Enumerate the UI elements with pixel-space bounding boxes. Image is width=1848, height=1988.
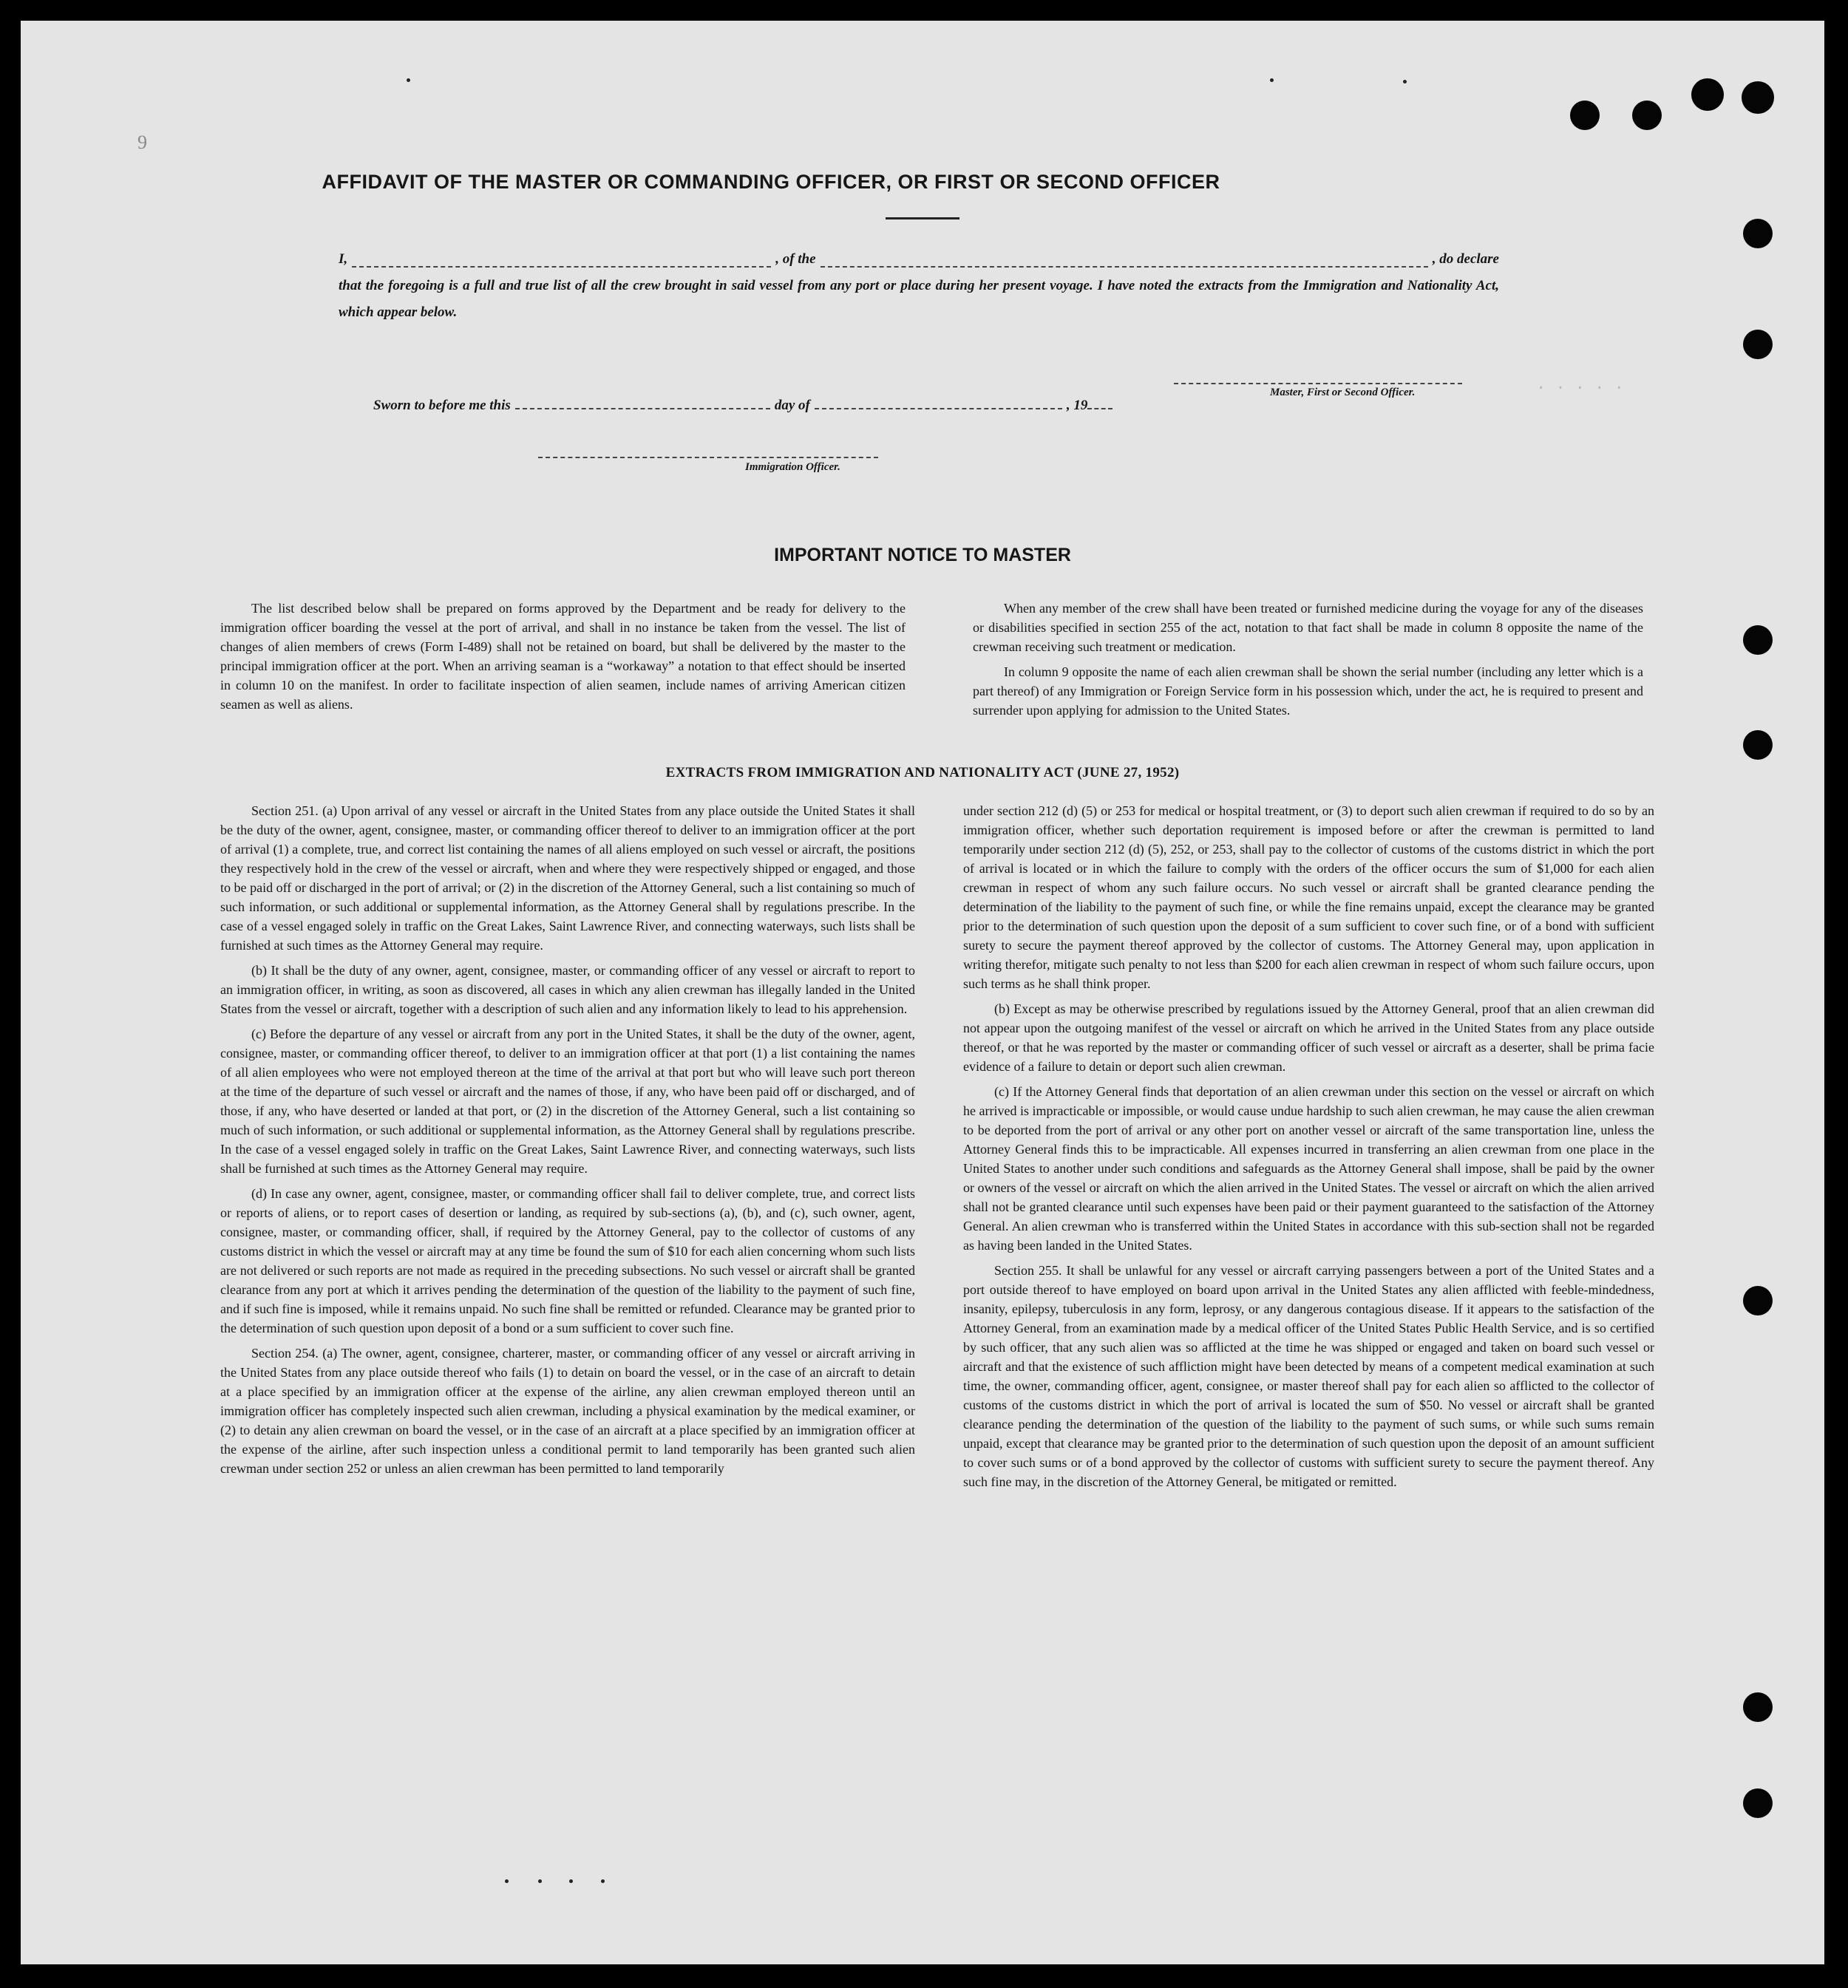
notice-title: IMPORTANT NOTICE TO MASTER — [774, 545, 1071, 565]
section-251c: (c) Before the departure of any vessel or aircraft from any port in the United States, it shall be the duty of the owner, agent, consignee, master, or commanding officer thereof, to deliver to an immigration officer at that port (1) a list containing the names of all alien employees who were not employed thereon at the time of the arrival at that port but who will leave such port thereon at the time of the departure of such vessel or aircraft and the names of those, if any, who have been paid off or discharged, and of those, if any, who have deserted or landed at that port, or (2) in the discretion of the Attorney General, such a list containing so much of such information, or such additional or supplemental information, as the Attorney General shall by regulations prescribe. In the case of a vessel engaged solely in traffic on the Great Lakes, Saint Lawrence River, and connecting waterways, such lists shall be furnished at such times as the Attorney General may require. — [220, 1027, 915, 1176]
extracts-left-column — [220, 801, 915, 1484]
document-page — [21, 21, 1824, 1964]
section-251b: (b) It shall be the duty of any owner, agent, consignee, master, or commanding officer of any vessel or aircraft to report to an immigration officer, in writing, as soon as discovered, all cases in which any alien crewman has illegally landed in the United States from the vessel or aircraft, together with a description of such alien and any information likely to lead to his apprehension. — [220, 963, 915, 1016]
section-254b: (b) Except as may be otherwise prescribed by regulations issued by the Attorney General, proof that an alien crewman did not appear upon the outgoing manifest of the vessel or aircraft on which he arrived in the United States from any place outside thereof, or that he was reported by the master or commanding officer of such vessel or aircraft as a deserter, shall be prima facie evidence of a failure to detain or deport such alien crewman. — [963, 1001, 1654, 1074]
declaration-block — [339, 246, 1499, 326]
notice-paragraph: The list described below shall be prepared on forms approved by the Department and be ready for delivery to the immigration officer boarding the vessel at the port of arrival, and shall in no instance be taken from the vessel. The list of changes of alien members of crews (Form I-489) shall not be retained on board, but shall be delivered by the master to the principal immigration officer at the port. When an arriving seaman is a “workaway” a notation to that effect should be inserted in column 10 on the manifest. In order to facilitate inspection of alien seamen, include names of arriving American citizen seamen as well as aliens. — [220, 601, 906, 712]
speck — [1270, 78, 1274, 82]
extracts-title: EXTRACTS FROM IMMIGRATION AND NATIONALITY ACT (JUNE 27, 1952) — [665, 765, 1180, 780]
notice-left-column — [220, 599, 906, 720]
master-signature-line[interactable] — [1174, 383, 1462, 384]
section-255: Section 255. It shall be unlawful for any vessel or aircraft carrying passengers between a port of the United States and a port outside thereof to have employed on board upon arrival in the United States any alien afflicted with feeble-mindedness, insanity, epilepsy, tuberculosis in any form, leprosy, or any dangerous contagious disease. If it appears to the satisfaction of the Attorney General, from an examination made by a medical officer of the United States Public Health Service, and is so certified by such officer, that any such alien was so afflicted at the time he was shipped or engaged and taken on board such vessel or aircraft and that the existence of such affliction might have been detected by means of a competent medical examination at such time, the owner, commanding officer, agent, consignee, or master thereof shall pay for each alien so afflicted to the collector of customs of the customs district in which the port of arrival is located the sum of $50. No vessel or aircraft shall be granted clearance pending the determination of the question of the liability to the payment of such sums, or while such sums remain unpaid, except that clearance may be granted prior to the determination of such question upon the deposit of an amount sufficient to cover such sums or of a bond approved by the collector of customs with sufficient surety to secure the payment thereof. Any such fine may, in the discretion of the Attorney General, be mitigated or remitted. — [963, 1263, 1654, 1489]
section-251a: Section 251. (a) Upon arrival of any vessel or aircraft in the United States from any place outside the United States it shall be the duty of the owner, agent, consignee, master, or commanding officer thereof to deliver to an immigration officer at the port of arrival (1) a complete, true, and correct list containing the names of all aliens employed on such vessel or aircraft, the positions they respectively hold in the crew of the vessel or aircraft, when and where they were respectively shipped or engaged, and those to be paid off or discharged in the port of arrival; or (2) in the discretion of the Attorney General, such a list containing so much of such information, or such additional or supplemental information, as the Attorney General shall by regulations prescribe. In the case of a vessel engaged solely in traffic on the Great Lakes, Saint Lawrence River, and connecting waterways, such lists shall be furnished at such times as the Attorney General may require. — [220, 803, 915, 953]
vessel-field[interactable] — [821, 266, 1428, 268]
speck — [407, 78, 410, 82]
sworn-line — [373, 398, 1201, 414]
i-label: I, — [339, 251, 348, 267]
notice-paragraph: In column 9 opposite the name of each alien crewman shall be shown the serial number (including any letter which is a part thereof) of any Immigration or Foreign Service form in his possession which, under the act, he is required to present and surrender upon applying for admission to the United States. — [973, 664, 1643, 718]
punch-hole — [1570, 101, 1600, 130]
affidavit-title: AFFIDAVIT OF THE MASTER OR COMMANDING OFFICER, OR FIRST OR SECOND OFFICER — [322, 171, 1220, 193]
notice-right-column — [973, 599, 1643, 726]
section-254a-cont: under section 212 (d) (5) or 253 for medical or hospital treatment, or (3) to deport such alien crewman if required to do so by an immigration officer, whether such deportation requirement is imposed before or after the crewman is permitted to land temporarily under section 212 (d) (5), 252, or 253, shall pay to the collector of customs of the customs district in which the port of arrival is located or in which the failure to comply with the orders of the officer occurs the sum of $1,000 for each alien crewman in respect of whom any such failure occurs. No such vessel or aircraft shall be granted clearance pending the determination of the liability to the payment of such fine, or while the fine remains unpaid, except the clearance may be granted prior to the determination of such question upon the deposit of a sum sufficient to cover such fine, or of a bond with sufficient surety to secure the payment thereof approved by the collector of customs. The Attorney General may, upon application in writing therefor, mitigate such penalty to not less than $200 for each alien crewman in respect of whom such failure occurs, upon such terms as he shall think proper. — [963, 803, 1654, 991]
punch-hole — [1743, 1692, 1773, 1722]
punch-hole — [1742, 81, 1774, 114]
immigration-officer-label: Immigration Officer. — [745, 461, 840, 473]
sworn-label: Sworn to before me this — [373, 398, 511, 413]
sworn-month-field[interactable] — [815, 408, 1062, 409]
declaration-text: that the foregoing is a full and true list of all the crew brought in said vessel from any port or place during her present voyage. I have noted the extracts from the Immigration and Nationality Act, which appear below. — [339, 278, 1499, 320]
notice-paragraph: When any member of the crew shall have been treated or furnished medicine during the voyage for any of the diseases or disabilities specified in section 255 of the act, notation to that fact shall be made in column 8 opposite the name of the crewman receiving such treatment or medication. — [973, 601, 1643, 654]
punch-hole — [1691, 78, 1724, 111]
section-254c: (c) If the Attorney General finds that deportation of an alien crewman under this section on the vessel or aircraft on which he arrived is impracticable or impossible, or would cause undue hardship to such alien crewman, he may cause the alien crewman to be deported from the port of arrival or any other port on another vessel or aircraft of the same transportation line, unless the Attorney General finds this to be impracticable. All expenses incurred in transferring an alien crewman from one place in the United States to another under such conditions and safeguards as the Attorney General shall impose, shall be paid by the owner or owners of the vessel or aircraft on which the alien arrived in the United States. The vessel or aircraft on which the alien arrived shall not be granted clearance until such expenses have been paid or their payment guaranteed to the satisfaction of the Attorney General. An alien crewman who is transferred within the United States in accordance with this sub-section shall not be regarded as having been landed in the United States. — [963, 1084, 1654, 1253]
punch-hole — [1743, 1286, 1773, 1315]
day-of-label: day of — [774, 398, 810, 413]
speck — [505, 1879, 509, 1883]
page-mark: 9 — [137, 132, 147, 153]
punch-hole — [1743, 330, 1773, 359]
name-field[interactable] — [352, 266, 771, 268]
of-the-label: , of the — [775, 251, 816, 267]
punch-hole — [1743, 1788, 1773, 1818]
reverse-side-bleed: . . . . . — [1536, 375, 1624, 394]
section-251d: (d) In case any owner, agent, consignee, master, or commanding officer shall fail to deliver complete, true, and correct lists or reports of aliens, or to report cases of desertion or landing, as required by sub-sections (a), (b), and (c), such owner, agent, consignee, master, or commanding officer, shall, if required by the Attorney General, pay to the collector of customs of any customs district in which the vessel or aircraft may at any time be found the sum of $10 for each alien concerning whom such lists are not delivered or such reports are not made as required in the preceding subsections. No such vessel or aircraft shall be granted clearance from any port at which it arrives pending the determination of the question of the liability to the payment of such fine, and if such fine is imposed, while it remains unpaid. No such fine shall be remitted or refunded. Clearance may be granted prior to the determination of such question upon deposit of a bond or a sum sufficient to cover such fine. — [220, 1186, 915, 1335]
do-declare-label: , do declare — [1432, 251, 1499, 267]
punch-hole — [1743, 219, 1773, 248]
speck — [601, 1879, 605, 1883]
year-label: , 19 — [1066, 398, 1088, 413]
immigration-officer-line[interactable] — [538, 457, 878, 458]
speck — [538, 1879, 542, 1883]
section-254a: Section 254. (a) The owner, agent, consignee, charterer, master, or commanding officer of any vessel or aircraft arriving in the United States from any place outside thereof who fails (1) to detain on board the vessel, or in the case of an aircraft to detain at a place specified by an immigration officer at the expense of the airline, any alien crewman employed thereon until an immigration officer has completely inspected such alien crewman, including a physical examination by the medical examiner, or (2) to detain any alien crewman on board the vessel, or in the case of an aircraft at a place specified by an immigration officer at the expense of the airline, after such inspection unless a conditional permit to land temporarily has been granted such alien crewman under section 252 or unless an alien crewman has been permitted to land temporarily — [220, 1346, 915, 1476]
title-underline — [886, 217, 959, 219]
extracts-right-column — [963, 801, 1654, 1497]
speck — [569, 1879, 573, 1883]
punch-hole — [1743, 625, 1773, 655]
punch-hole — [1632, 101, 1662, 130]
declaration-line — [339, 246, 1499, 273]
sworn-day-field[interactable] — [515, 408, 770, 409]
sworn-year-field[interactable] — [1087, 408, 1112, 409]
punch-hole — [1743, 730, 1773, 760]
speck — [1403, 80, 1407, 84]
master-signature-label: Master, First or Second Officer. — [1270, 387, 1416, 398]
